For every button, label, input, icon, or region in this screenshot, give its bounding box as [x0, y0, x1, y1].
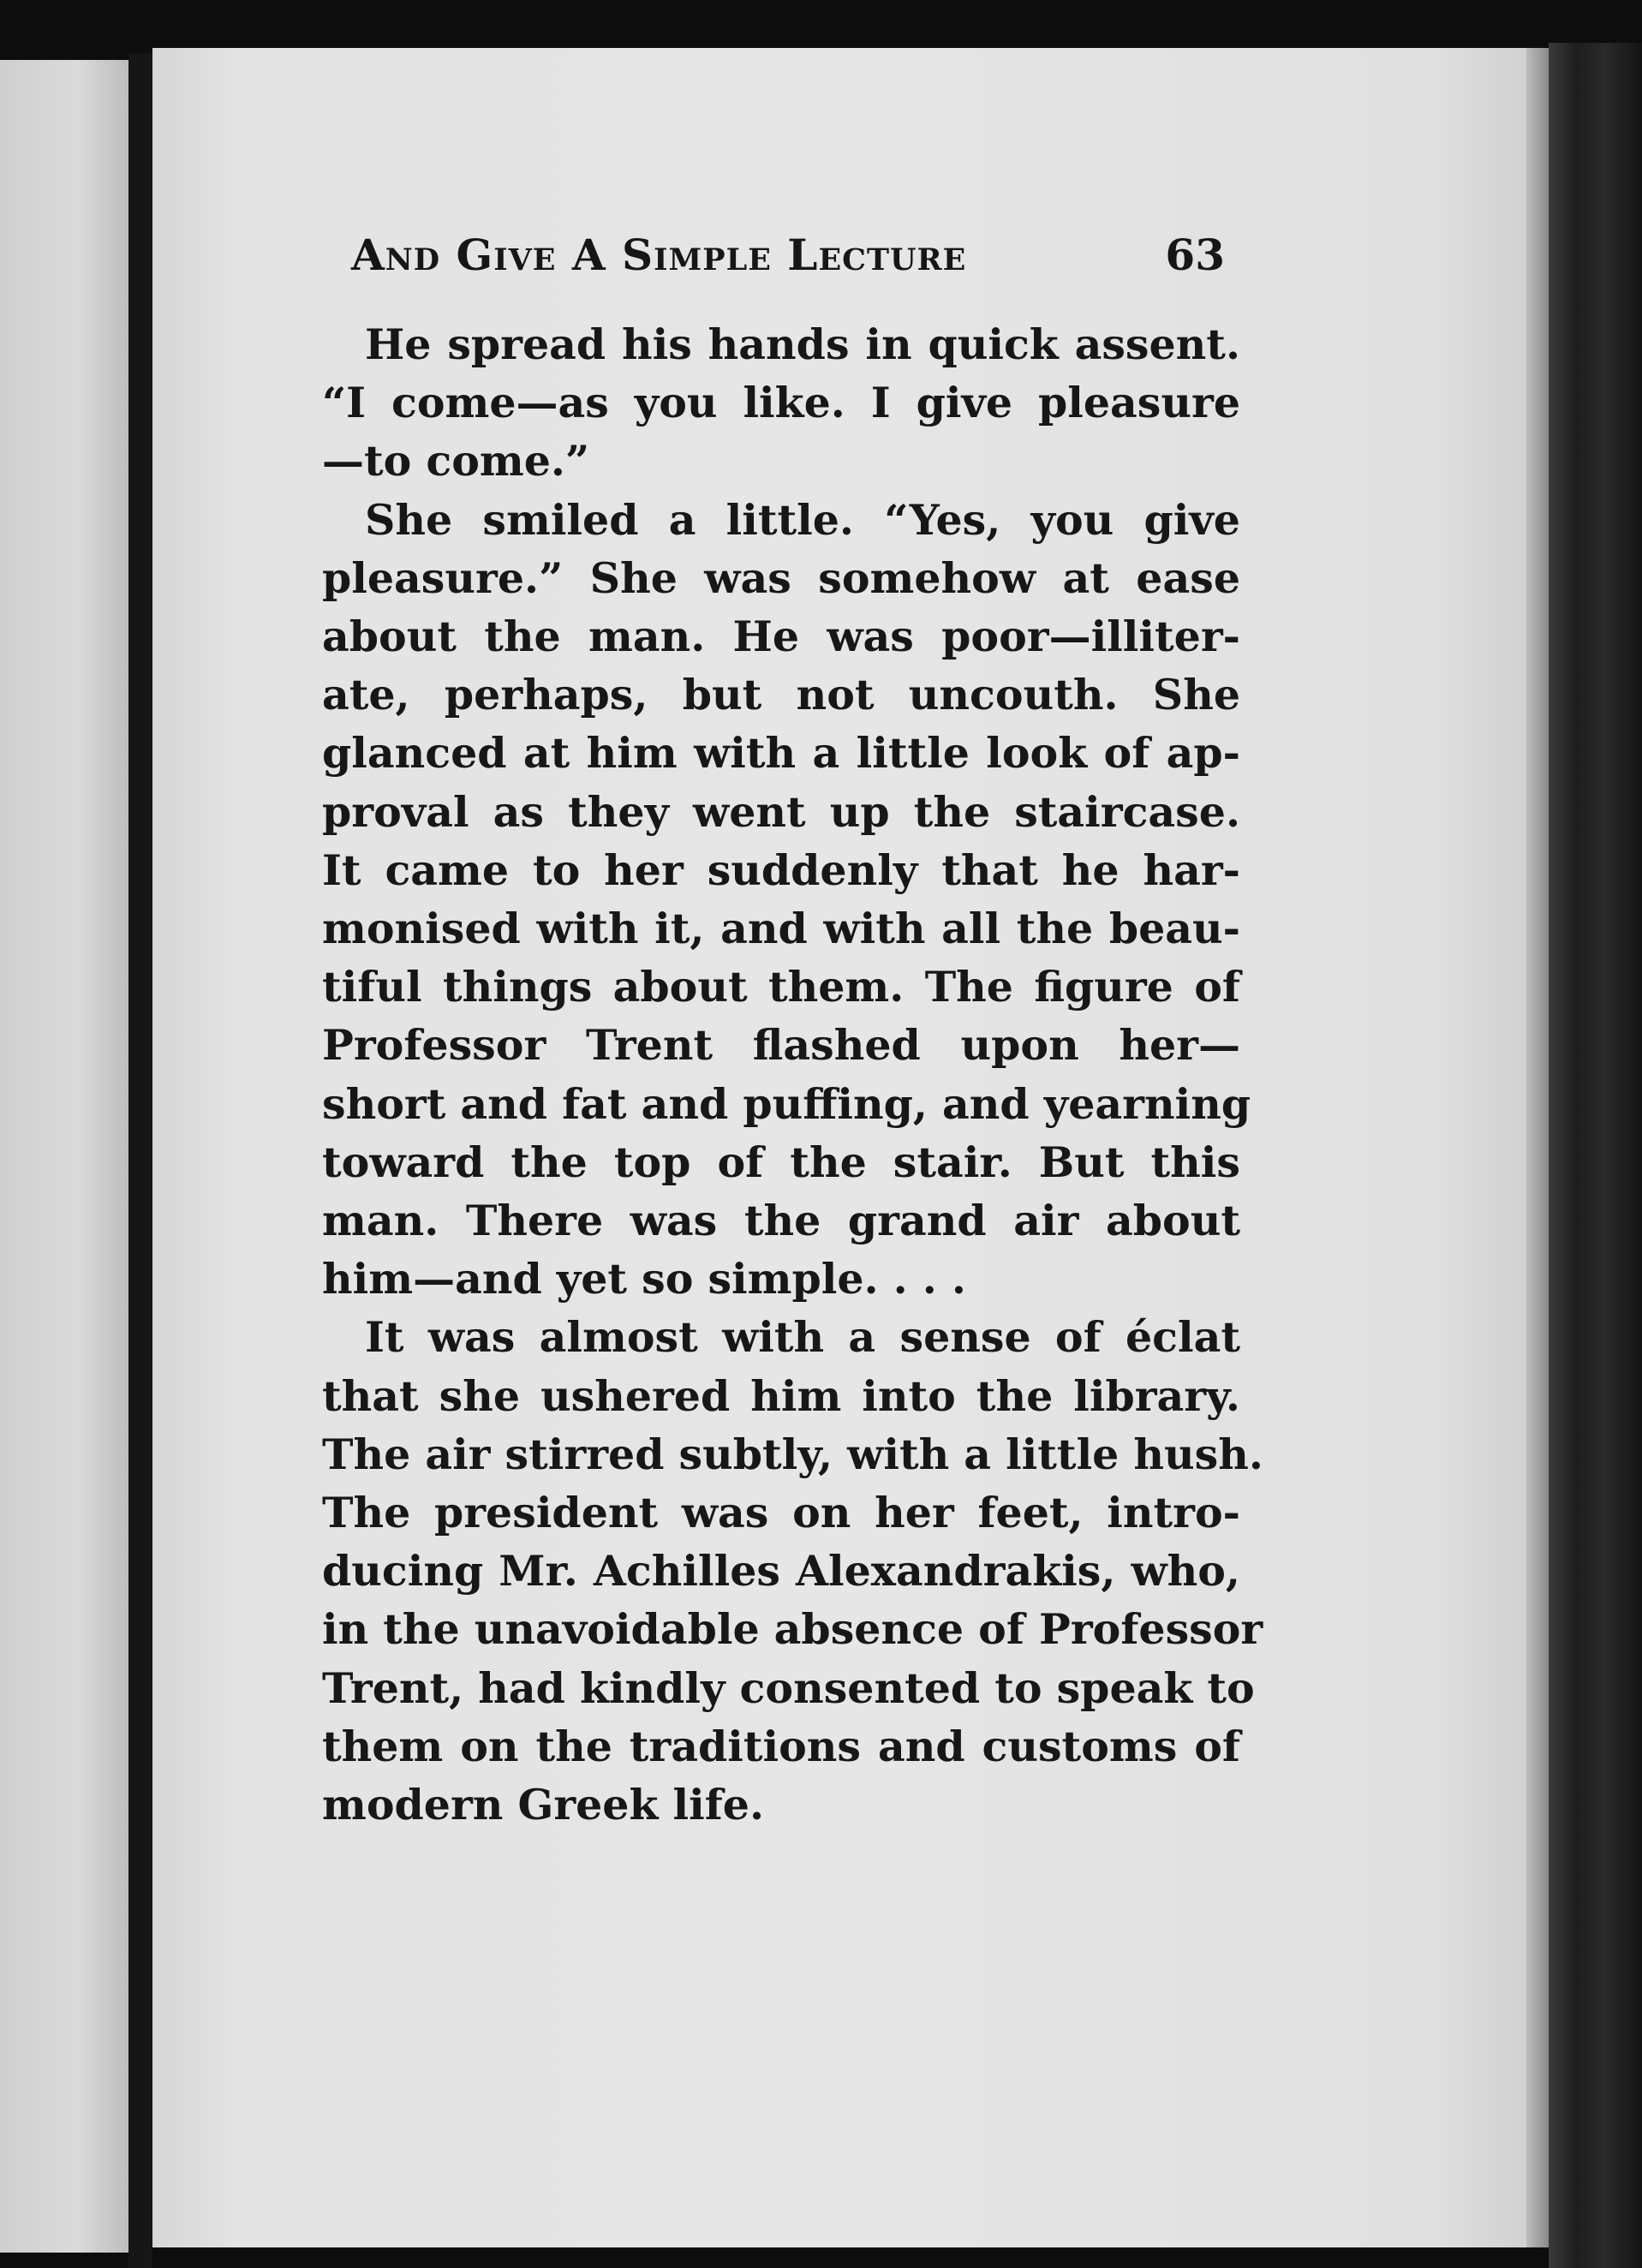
text-line: “I come—as you like. I give pleasure [322, 378, 1240, 428]
text-line: them on the traditions and customs of [322, 1721, 1240, 1771]
text-line: She smiled a little. “Yes, you give [365, 494, 1240, 545]
text-line: toward the top of the stair. But this [322, 1137, 1240, 1187]
text-line: that she ushered him into the library. [322, 1370, 1240, 1421]
text-line: Trent, had kindly consented to speak to [322, 1662, 1255, 1713]
body-text [322, 315, 1263, 1834]
book-gutter [128, 53, 152, 2268]
text-line: —to come.” [322, 436, 590, 486]
text-line: man. There was the grand air about [322, 1196, 1240, 1246]
text-line: glanced at him with a little look of ap- [322, 728, 1240, 779]
paragraph-2 [322, 491, 1251, 1309]
text-line: The president was on her feet, intro- [322, 1488, 1240, 1538]
running-head-title: And Give A Simple Lecture [351, 230, 967, 280]
paragraph-1 [322, 315, 1240, 491]
text-line: short and fat and puffing, and yearning [322, 1078, 1251, 1129]
text-line: monised with it, and with all the beau- [322, 904, 1240, 954]
running-head [351, 230, 1225, 298]
text-line: pleasure.” She was somehow at ease [322, 552, 1240, 603]
page-fore-edge-shadow [1526, 48, 1549, 2247]
text-line: It was almost with a sense of éclat [365, 1312, 1240, 1363]
text-line: Professor Trent flashed upon her— [322, 1020, 1240, 1071]
text-line: ate, perhaps, but not uncouth. She [322, 670, 1240, 720]
text-line: modern Greek life. [322, 1780, 765, 1830]
text-line: The air stirred subtly, with a little hush. [322, 1429, 1263, 1479]
text-line: tiful things about them. The figure of [322, 962, 1240, 1012]
text-line: about the man. He was poor—illiter- [322, 612, 1240, 662]
paragraph-3 [322, 1308, 1263, 1834]
text-line: in the unavoidable absence of Professor [322, 1604, 1263, 1655]
text-line: proval as they went up the staircase. [322, 786, 1240, 837]
text-line: It came to her suddenly that he har- [322, 845, 1240, 895]
text-line: He spread his hands in quick assent. [365, 319, 1240, 369]
book-cover-edge [1549, 43, 1642, 2268]
previous-page-edge [0, 60, 128, 2253]
page-number: 63 [1165, 230, 1225, 280]
text-line: him—and yet so simple. . . . [322, 1254, 966, 1304]
text-line: ducing Mr. Achilles Alexandrakis, who, [322, 1546, 1240, 1597]
